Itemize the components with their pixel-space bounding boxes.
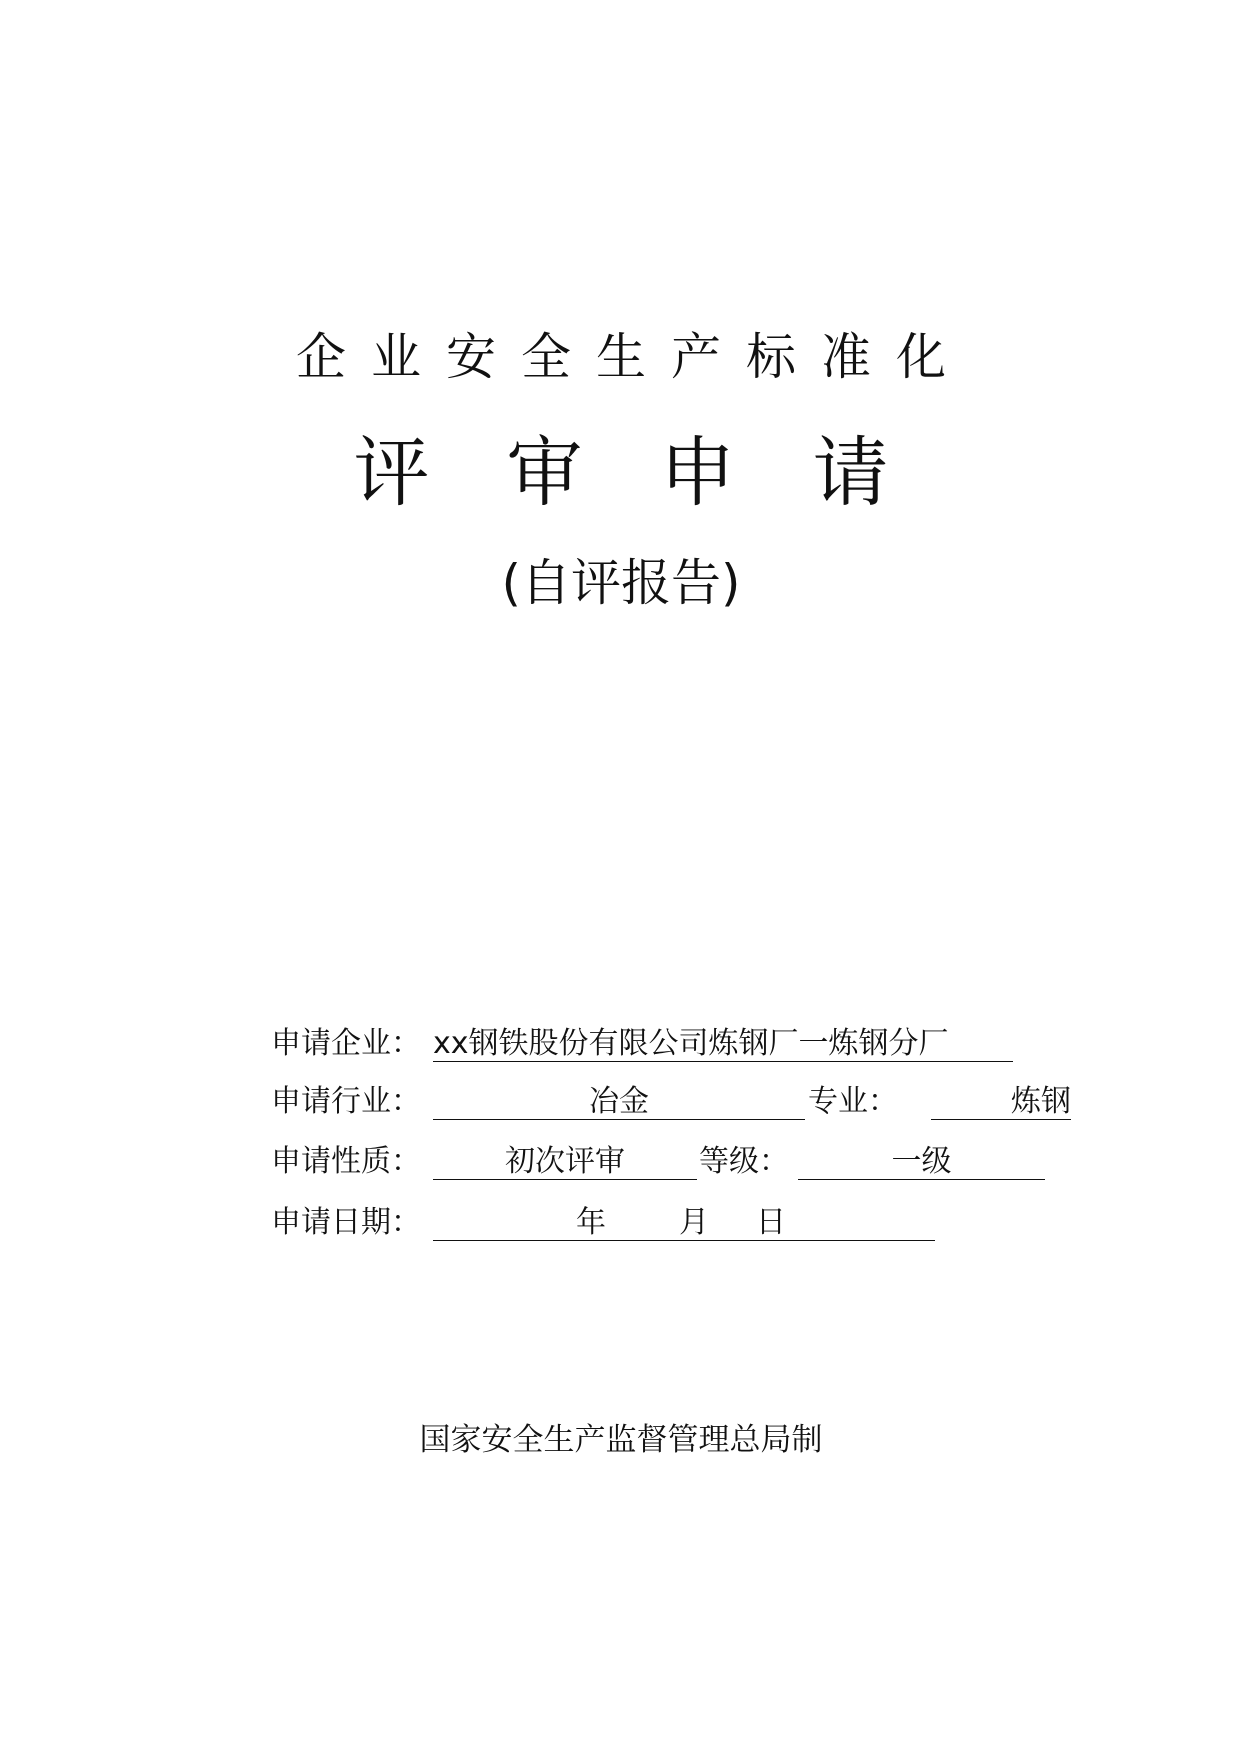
- date-row: [271, 1203, 941, 1243]
- grade-label: 等级：: [699, 1144, 789, 1179]
- document-title-line1: 企业安全生产标准化: [296, 328, 971, 386]
- specialty-field: [931, 1082, 1071, 1120]
- date-label: 申请日期：: [271, 1205, 421, 1240]
- document-subtitle: (自评报告): [501, 554, 741, 612]
- enterprise-row: [271, 1024, 1031, 1064]
- issuer-footer: 国家安全生产监督管理总局制: [419, 1422, 823, 1458]
- industry-label: 申请行业：: [271, 1084, 421, 1119]
- industry-field: 冶金: [433, 1082, 805, 1120]
- nature-row: [271, 1142, 1051, 1182]
- document-title-line2: 评审申请: [353, 428, 966, 517]
- date-day: 日: [756, 1205, 786, 1240]
- grade-field: 一级: [798, 1142, 1045, 1180]
- specialty-label: 专业：: [808, 1084, 898, 1119]
- date-year: 年: [576, 1205, 606, 1240]
- enterprise-label: 申请企业：: [271, 1026, 421, 1061]
- nature-label: 申请性质：: [271, 1144, 421, 1179]
- nature-field: 初次评审: [433, 1142, 697, 1180]
- enterprise-field: xx钢铁股份有限公司炼钢厂一炼钢分厂: [433, 1024, 1013, 1062]
- date-month: 月: [679, 1205, 709, 1240]
- industry-row: [271, 1082, 1071, 1122]
- date-field: [433, 1203, 935, 1241]
- specialty-value: 炼钢: [1011, 1084, 1071, 1119]
